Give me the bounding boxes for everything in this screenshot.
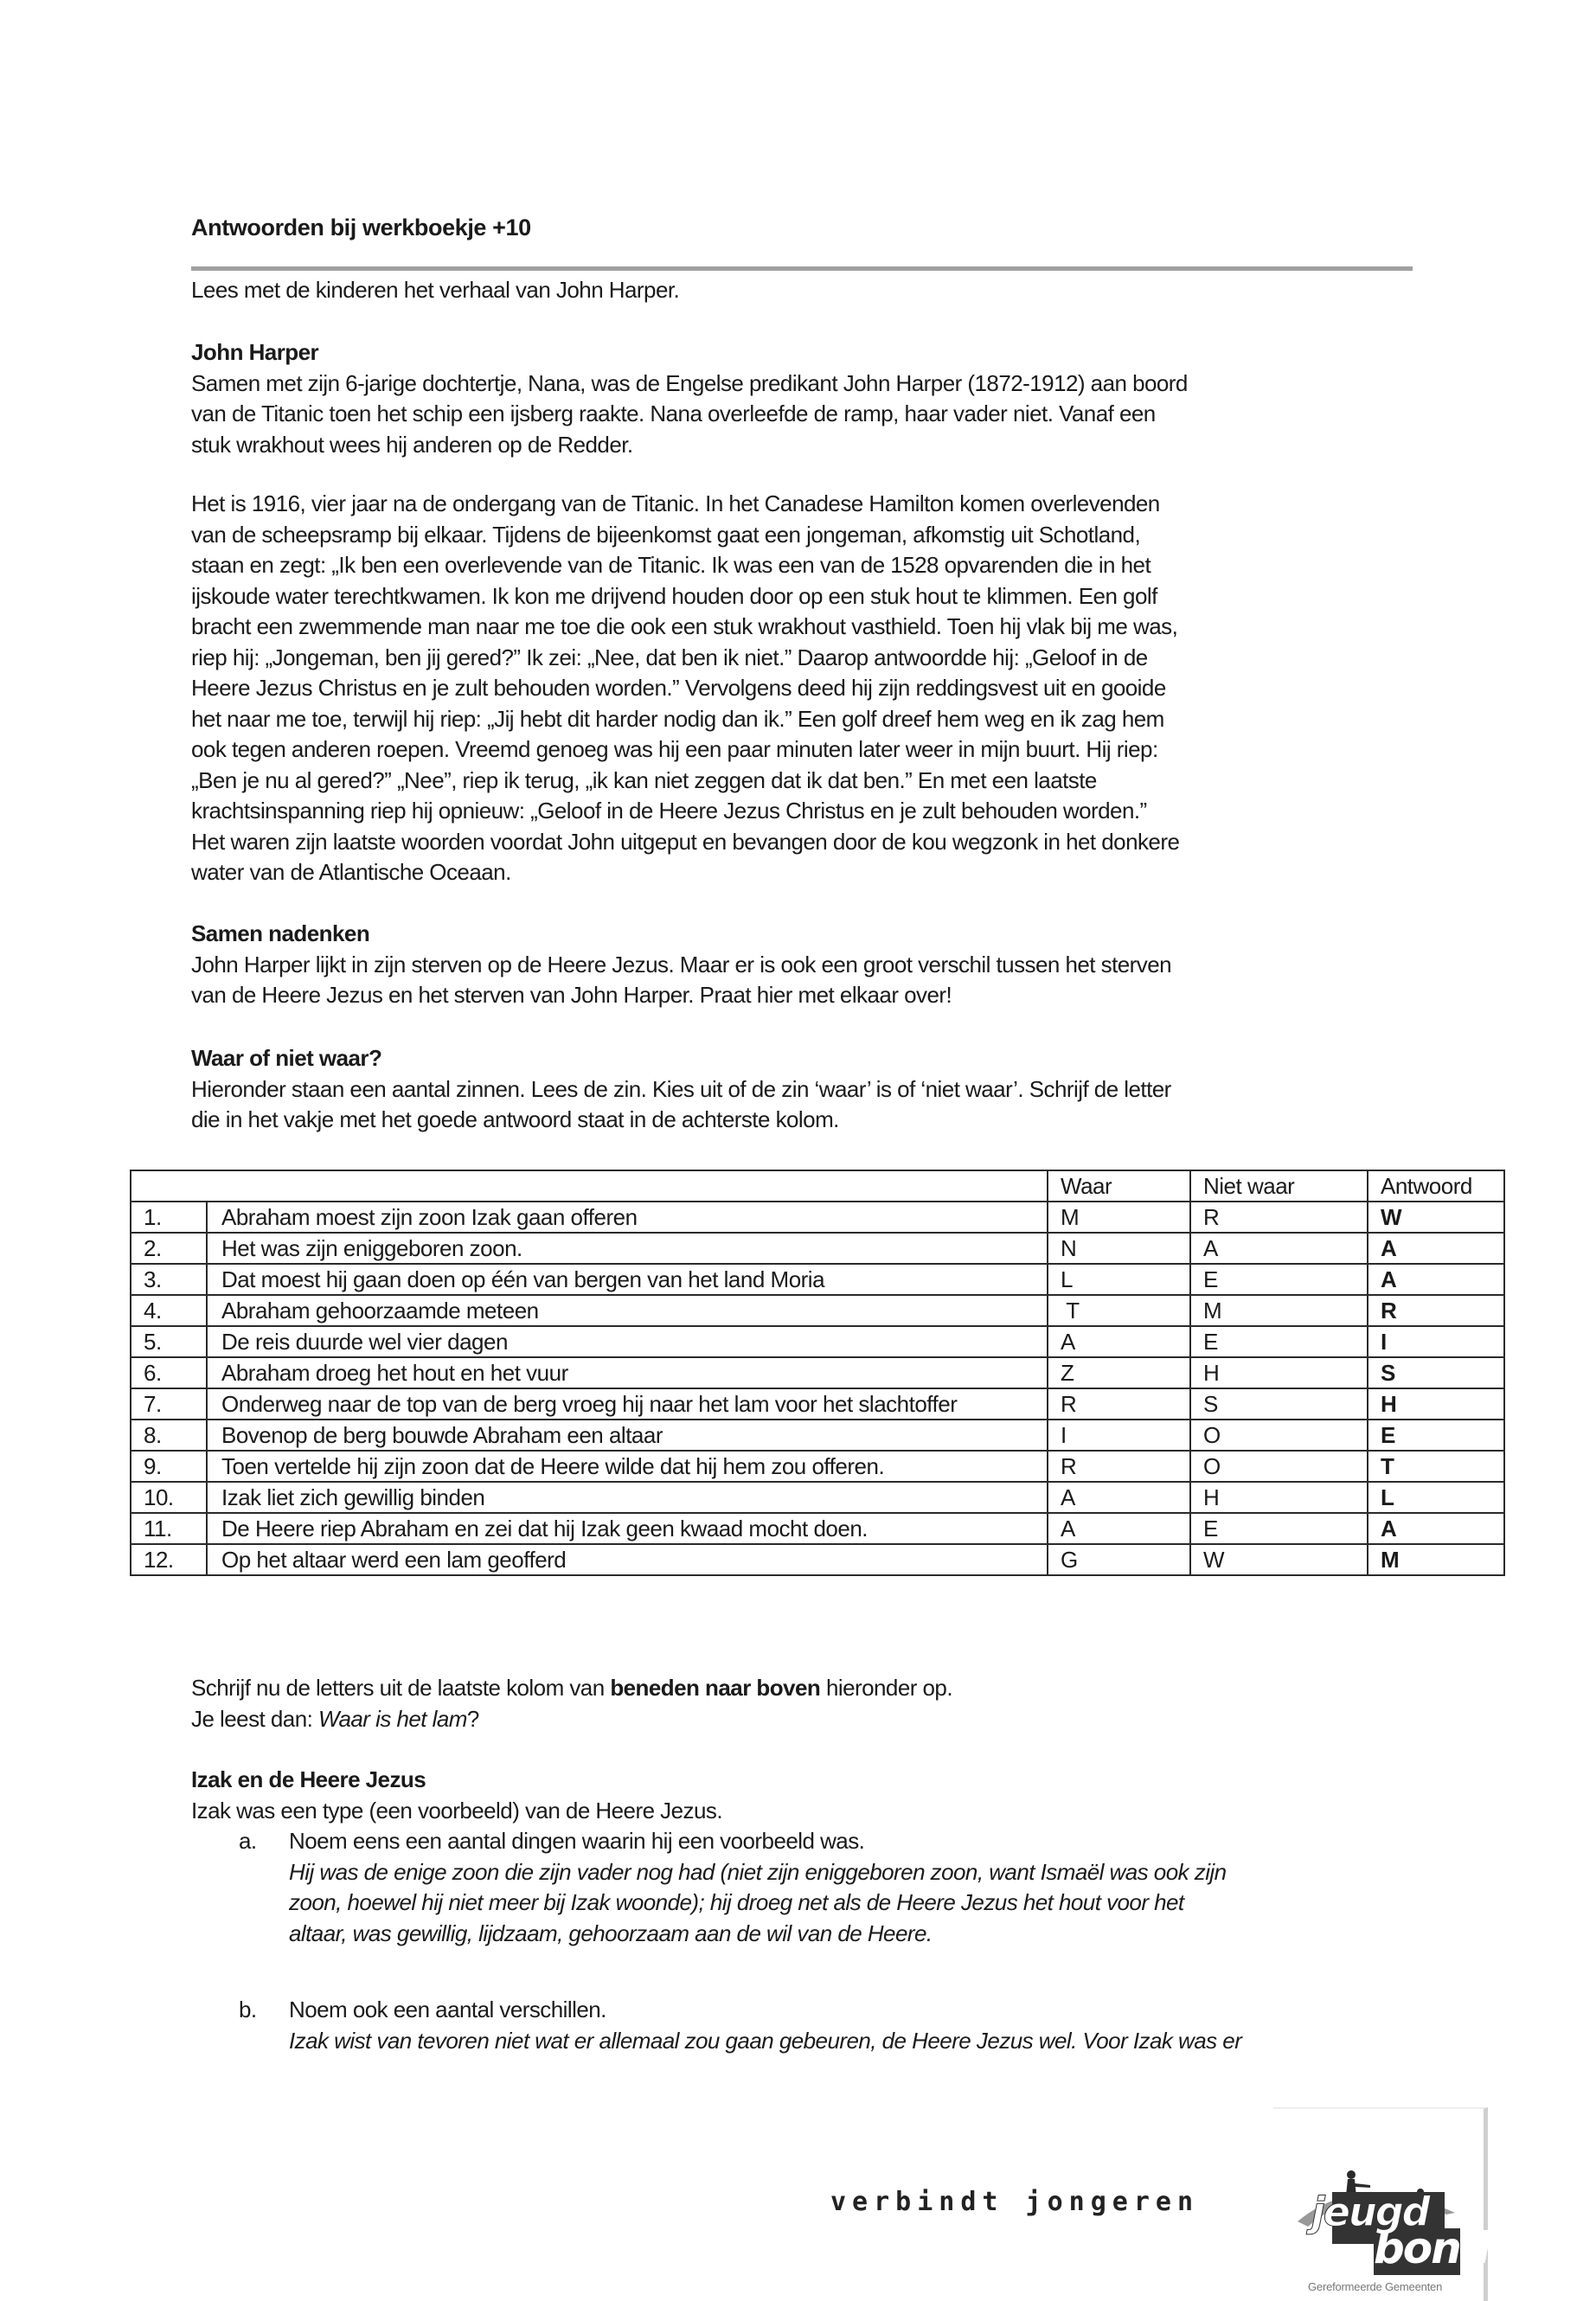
list-item-a (289, 1826, 1227, 1949)
row-niet-waar-letter: O (1190, 1451, 1368, 1482)
table-row (131, 1388, 1504, 1420)
row-niet-waar-letter: O (1190, 1420, 1368, 1451)
section-heading-john-harper: John Harper (191, 339, 319, 365)
list-marker-b: b. (239, 1997, 257, 2022)
paragraph-line: Samen met zijn 6-jarige dochtertje, Nana, was de Engelse predikant John Harper (1872-1912) aan boord (191, 369, 1188, 396)
paragraph-line: het naar me toe, terwijl hij riep: „Jij hebt dit harder nodig dan ik.” Een golf dreef hem weg en ik zag hem (191, 705, 1164, 732)
row-waar-letter: M (1048, 1202, 1190, 1233)
row-number: 12. (131, 1544, 207, 1575)
paragraph-line: Heere Jezus Christus en je zult behouden worden.” Vervolgens deed hij zijn reddingsvest uit en gooide (191, 675, 1166, 701)
izak-section (191, 1765, 1420, 1826)
table-row (131, 1233, 1504, 1264)
column-header-niet-waar: Niet waar (1190, 1170, 1368, 1202)
john-harper-section (191, 337, 1420, 460)
logo-subtitle: Gereformeerde Gemeenten (1308, 2280, 1443, 2293)
paragraph-line: van de scheepsramp bij elkaar. Tijdens de bijeenkomst gaat een jongeman, afkomstig uit Schotland, (191, 521, 1141, 548)
row-niet-waar-letter: E (1190, 1513, 1368, 1544)
paragraph-line: ijskoude water terechtkwamen. Ik kon me drijvend houden door op een stuk hout te klimmen. Een golf (191, 582, 1157, 609)
row-number: 8. (131, 1420, 207, 1451)
row-statement: Dat moest hij gaan doen op één van bergen van het land Moria (207, 1264, 1048, 1295)
row-waar-letter: Z (1048, 1357, 1190, 1388)
table-row (131, 1544, 1504, 1575)
list-marker-a: a. (239, 1828, 257, 1854)
paragraph-line: water van de Atlantische Oceaan. (191, 859, 511, 885)
row-answer-letter: A (1368, 1264, 1504, 1295)
paragraph-line: van de Heere Jezus en het sterven van John Harper. Praat hier met elkaar over! (191, 982, 952, 1008)
paragraph-line: Het is 1916, vier jaar na de ondergang van de Titanic. In het Canadese Hamilton komen overlevenden (191, 490, 1160, 516)
row-number: 1. (131, 1202, 207, 1233)
table-row (131, 1264, 1504, 1295)
row-number: 11. (131, 1513, 207, 1544)
row-waar-letter: L (1048, 1264, 1190, 1295)
row-niet-waar-letter: E (1190, 1264, 1368, 1295)
row-niet-waar-letter: R (1190, 1202, 1368, 1233)
table-header-row (131, 1170, 1504, 1202)
section-heading-waar-of-niet-waar: Waar of niet waar? (191, 1045, 382, 1071)
row-number: 6. (131, 1357, 207, 1388)
row-answer-letter: I (1368, 1326, 1504, 1357)
row-number: 2. (131, 1233, 207, 1264)
solution-phrase: Waar is het lam (317, 1705, 467, 1732)
table-row (131, 1295, 1504, 1326)
page-title: Antwoorden bij werkboekje +10 (191, 215, 531, 240)
paragraph-line: riep hij: „Jongeman, ben jij gered?” Ik zei: „Nee, dat ben ik niet.” Daarop antwoordde hij: „Geloof in de (191, 644, 1148, 670)
question-text: Noem eens een aantal dingen waarin hij een voorbeeld was. (289, 1828, 865, 1854)
instruction-text: ? (466, 1705, 479, 1732)
paragraph-line: „Ben je nu al gered?” „Nee”, riep ik terug, „ik kan niet zeggen dat ik dat ben.” En met een laatste (191, 766, 1097, 793)
row-statement: De Heere riep Abraham en zei dat hij Izak geen kwaad mocht doen. (207, 1513, 1048, 1544)
paragraph-line: Hieronder staan een aantal zinnen. Lees de zin. Kies uit of de zin ‘waar’ is of ‘niet waar’. Schrijf de letter (191, 1075, 1171, 1102)
instruction-emphasis: beneden naar boven (610, 1675, 821, 1701)
row-niet-waar-letter: M (1190, 1295, 1368, 1326)
row-number: 3. (131, 1264, 207, 1295)
row-niet-waar-letter: H (1190, 1357, 1368, 1388)
column-header-antwoord: Antwoord (1368, 1170, 1504, 1202)
instruction-text: hieronder op. (820, 1675, 953, 1701)
row-niet-waar-letter: E (1190, 1326, 1368, 1357)
jeugdbond-logo (1273, 2107, 1488, 2301)
row-statement: Abraham gehoorzaamde meteen (207, 1295, 1048, 1326)
answer-line: Izak wist van tevoren niet wat er allemaal zou gaan gebeuren, de Heere Jezus wel. Voor Izak was er (289, 2027, 1242, 2054)
table-row (131, 1326, 1504, 1357)
row-statement: Bovenop de berg bouwde Abraham een altaar (207, 1420, 1048, 1451)
row-statement: Abraham droeg het hout en het vuur (207, 1357, 1048, 1388)
row-statement: Op het altaar werd een lam geofferd (207, 1544, 1048, 1575)
row-number: 9. (131, 1451, 207, 1482)
row-answer-letter: R (1368, 1295, 1504, 1326)
row-statement: Toen vertelde hij zijn zoon dat de Heere wilde dat hij hem zou offeren. (207, 1451, 1048, 1482)
row-number: 5. (131, 1326, 207, 1357)
row-answer-letter: M (1368, 1544, 1504, 1575)
row-answer-letter: A (1368, 1513, 1504, 1544)
row-waar-letter: R (1048, 1451, 1190, 1482)
row-waar-letter: A (1048, 1326, 1190, 1357)
row-waar-letter: A (1048, 1482, 1190, 1513)
section-heading-samen-nadenken: Samen nadenken (191, 920, 370, 946)
row-answer-letter: S (1368, 1357, 1504, 1388)
row-answer-letter: W (1368, 1202, 1504, 1233)
answer-line: Hij was de enige zoon die zijn vader nog had (niet zijn eniggeboren zoon, want Ismaël was ook zijn (289, 1858, 1227, 1885)
paragraph-line: stuk wrakhout wees hij anderen op de Redder. (191, 431, 633, 458)
paragraph-line: bracht een zwemmende man naar me toe die ook een stuk wrakhout vasthield. Toen hij vlak bij me was, (191, 613, 1178, 639)
table-row (131, 1451, 1504, 1482)
row-number: 4. (131, 1295, 207, 1326)
row-statement: Izak liet zich gewillig binden (207, 1482, 1048, 1513)
row-statement: Onderweg naar de top van de berg vroeg hij naar het lam voor het slachtoffer (207, 1388, 1048, 1420)
row-number: 7. (131, 1388, 207, 1420)
paragraph-line: John Harper lijkt in zijn sterven op de Heere Jezus. Maar er is ook een groot verschil tussen het sterven (191, 951, 1172, 977)
table-header-empty (131, 1170, 1048, 1202)
row-statement: Het was zijn eniggeboren zoon. (207, 1233, 1048, 1264)
row-waar-letter: G (1048, 1544, 1190, 1575)
paragraph-line: krachtsinspanning riep hij opnieuw: „Geloof in de Heere Jezus Christus en je zult behouden worden.” (191, 798, 1147, 824)
row-answer-letter: H (1368, 1388, 1504, 1420)
answer-line: altaar, was gewillig, lijdzaam, gehoorzaam aan de wil van de Heere. (289, 1920, 933, 1946)
list-item-b (289, 1995, 1241, 2056)
instruction-line-1 (191, 1673, 1420, 1704)
row-statement: Abraham moest zijn zoon Izak gaan offeren (207, 1202, 1048, 1233)
section-heading-izak: Izak en de Heere Jezus (191, 1766, 426, 1792)
title-divider (191, 266, 1413, 271)
row-waar-letter: T (1048, 1295, 1190, 1326)
table-row (131, 1482, 1504, 1513)
paragraph-line: ook tegen anderen roepen. Vreemd genoeg was hij een paar minuten later weer in mijn buurt. Hij riep: (191, 736, 1158, 762)
instruction-text: Schrijf nu de letters uit de laatste kolom van (191, 1675, 611, 1701)
story-section (191, 489, 1420, 888)
row-waar-letter: R (1048, 1388, 1190, 1420)
row-waar-letter: I (1048, 1420, 1190, 1451)
row-answer-letter: E (1368, 1420, 1504, 1451)
logo-word-bond: bond (1374, 2223, 1490, 2273)
column-header-waar: Waar (1048, 1170, 1190, 1202)
instruction-text: Je leest dan: (191, 1705, 318, 1732)
intro-text: Lees met de kinderen het verhaal van John Harper. (191, 277, 680, 303)
paragraph-line: staan en zegt: „Ik ben een overlevende van de Titanic. Ik was een van de 1528 opvarenden die in het (191, 552, 1151, 578)
row-niet-waar-letter: S (1190, 1388, 1368, 1420)
waar-of-niet-waar-section (191, 1043, 1420, 1136)
row-answer-letter: T (1368, 1451, 1504, 1482)
row-niet-waar-letter: W (1190, 1544, 1368, 1575)
question-text: Noem ook een aantal verschillen. (289, 1997, 606, 2022)
row-niet-waar-letter: H (1190, 1482, 1368, 1513)
paragraph-line: Izak was een type (een voorbeeld) van de Heere Jezus. (191, 1797, 722, 1823)
paragraph-line: die in het vakje met het goede antwoord staat in de achterste kolom. (191, 1106, 839, 1132)
row-statement: De reis duurde wel vier dagen (207, 1326, 1048, 1357)
footer-slogan: verbindt jongeren (830, 2187, 1200, 2217)
table-row (131, 1202, 1504, 1233)
row-waar-letter: N (1048, 1233, 1190, 1264)
table-row (131, 1420, 1504, 1451)
row-number: 10. (131, 1482, 207, 1513)
paragraph-line: van de Titanic toen het schip een ijsberg raakte. Nana overleefde de ramp, haar vader niet. Vanaf een (191, 401, 1156, 426)
instruction-line-2 (191, 1704, 1420, 1735)
row-waar-letter: A (1048, 1513, 1190, 1544)
row-answer-letter: A (1368, 1233, 1504, 1264)
paragraph-line: Het waren zijn laatste woorden voordat John uitgeput en bevangen door de kou wegzonk in het donkere (191, 828, 1180, 855)
table-row (131, 1357, 1504, 1388)
table-instructions (191, 1673, 1420, 1734)
row-niet-waar-letter: A (1190, 1233, 1368, 1264)
table-row (131, 1513, 1504, 1544)
answer-table (130, 1170, 1505, 1576)
answer-line: zoon, hoewel hij niet meer bij Izak woonde); hij droeg net als de Heere Jezus het hout voor het (289, 1889, 1184, 1915)
logo-word-jeugd: jeugd (1311, 2189, 1429, 2235)
row-answer-letter: L (1368, 1482, 1504, 1513)
samen-nadenken-section (191, 919, 1420, 1011)
